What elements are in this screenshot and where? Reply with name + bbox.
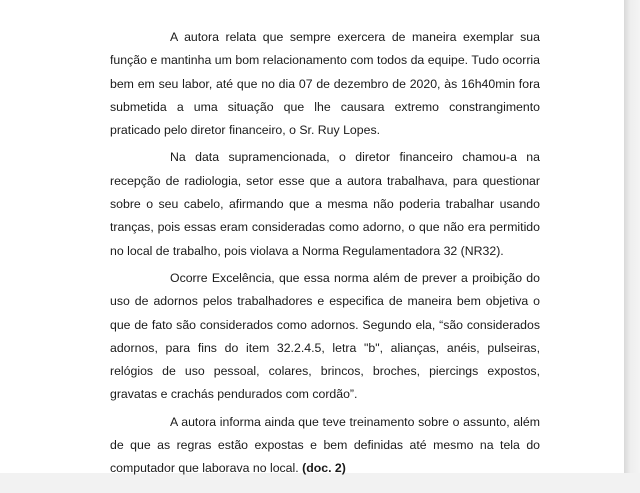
paragraph-4 (110, 411, 540, 481)
paragraph-1: A autora relata que sempre exercera de maneira exemplar sua função e mantinha um bom relacionamento com todos da equipe. Tudo ocorria bem em seu labor, até que no dia 07 de dezembro de 2020, às 16h40min fora submetida a uma situação que lhe causara extremo constrangimento praticado pelo diretor financeiro, o Sr. Ruy Lopes. (110, 30, 540, 138)
doc-reference: (doc. 2) (302, 461, 346, 476)
page-edge-shadow (624, 0, 640, 473)
document-body (110, 26, 540, 493)
paragraph-4-text: A autora informa ainda que teve treinamento sobre o assunto, além de que as regras estão expostas e bem definidas até mesmo na tela do computador que laborava no local. (110, 414, 540, 476)
paragraph-2: Na data supramencionada, o diretor financeiro chamou-a na recepção de radiologia, setor esse que a autora trabalhava, para questionar sobre o seu cabelo, afirmando que a mesma não poderia trabalhar usando tranças, pois essas eram consideradas como adorno, o que não era permitido no local de trabalho, pois violava a Norma Regulamentadora 32 (NR32). (110, 150, 540, 258)
paragraph-3: Ocorre Excelência, que essa norma além de prever a proibição do uso de adornos pelos trabalhadores e especifica de maneira bem objetiva o que de fato são considerados como adornos. Segundo ela, “são considerados adornos, para fins do item 32.2.4.5, letra "b", alianças, anéis, pulseiras, relógios de uso pessoal, colares, brincos, broches, piercings expostos, gravatas e crachás pendurados com cordão”. (110, 270, 540, 402)
